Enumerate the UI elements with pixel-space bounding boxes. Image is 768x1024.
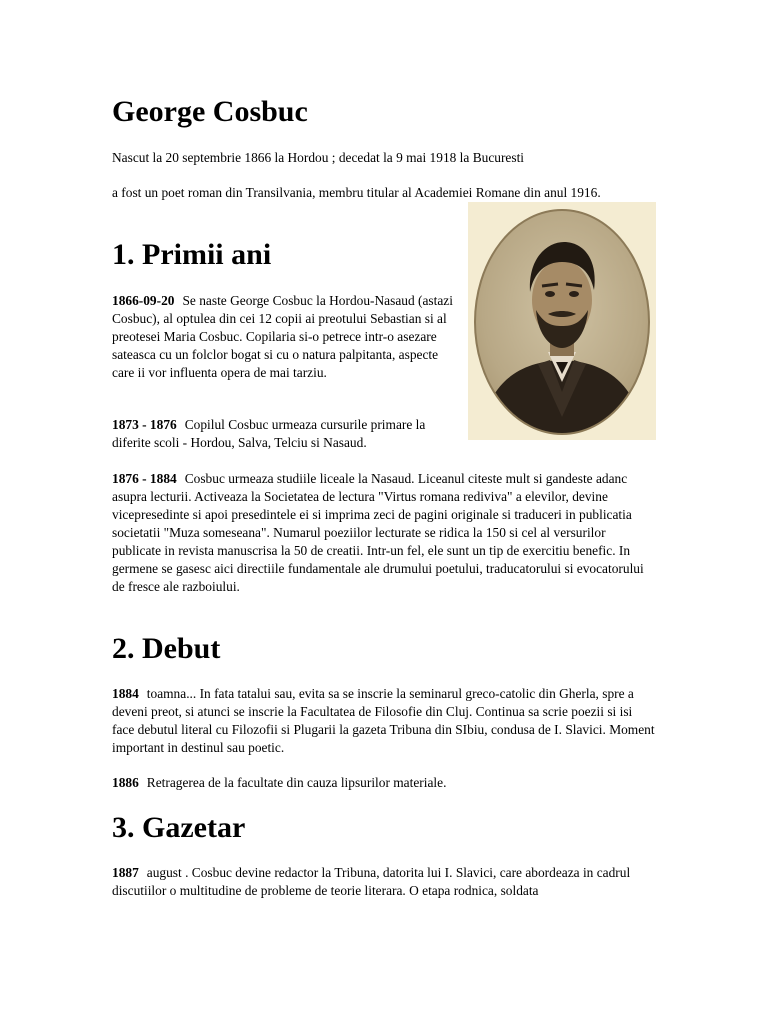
birth-death-line: Nascut la 20 septembrie 1866 la Hordou ; decedat la 9 mai 1918 la Bucuresti <box>112 150 525 165</box>
intro-paragraph: a fost un poet roman din Transilvania, membru titular al Academiei Romane din anul 1916. <box>112 185 601 200</box>
section-heading: 2. Debut <box>112 632 221 665</box>
entry-text: Retragerea de la facultate din cauza lipsurilor materiale. <box>146 775 447 790</box>
entry-text: august . Cosbuc devine redactor la Tribuna, datorita lui I. Slavici, care abordeaza in cadrul discutiilor o multitudine de probleme de teorie literara. O etapa rodnica, soldata <box>112 865 631 898</box>
entry-date: 1884 <box>112 686 139 701</box>
entry-text: Cosbuc urmeaza studiile liceale la Nasaud. Liceanul citeste mult si gandeste adanc asupra lecturii. Activeaza la Societatea de lectura "Virtus romana rediviva" a elevilor, devine vicepresedinte si apoi presedintele ei si imprima zeci de pagini originale si traduceri in publicatia societatii "Muza someseana". Numarul poeziilor lecturate se ridica la 150 si cel al versurilor publicate in revista manuscrisa la 50 de creatii. Intr-un fel, ele sunt un tip de exercitiu benefic. In germene se gasesc aici directiile fundamentale ale drumului poetului, traducatorului si evocatorului de fresce ale razboiului. <box>112 471 644 594</box>
entry-date: 1866-09-20 <box>112 293 175 308</box>
entry-text: toamna... In fata tatalui sau, evita sa se inscrie la seminarul greco-catolic din Gherla, spre a deveni preot, si atunci se inscrie la Facultatea de Filosofie din Cluj. Continua sa scrie poezii si isi face debutul literal cu Filozofii si Plugarii la gazeta Tribuna din SIbiu, condusa de I. Slavici. Moment important in destinul sau poetic. <box>112 686 655 755</box>
section-heading: 1. Primii ani <box>112 238 272 271</box>
entry-text: Copilul Cosbuc urmeaza cursurile primare la diferite scoli - Hordou, Salva, Telciu si Nasaud. <box>112 417 426 450</box>
portrait-illustration <box>468 202 656 440</box>
section-heading: 3. Gazetar <box>112 811 246 844</box>
entry-date: 1886 <box>112 775 139 790</box>
entry-date: 1887 <box>112 865 139 880</box>
timeline-entry <box>112 470 656 596</box>
portrait-photo <box>468 202 656 440</box>
timeline-entry <box>112 685 656 757</box>
timeline-entry <box>112 292 458 382</box>
entry-date: 1876 - 1884 <box>112 471 177 486</box>
entry-date: 1873 - 1876 <box>112 417 177 432</box>
timeline-entry <box>112 864 656 900</box>
timeline-entry <box>112 774 656 792</box>
entry-text: Se naste George Cosbuc la Hordou-Nasaud (astazi Cosbuc), al optulea din cei 12 copii ai preotului Sebastian si al preotesei Maria Cosbuc. Copilaria si-o petrece intr-o asezare sateasca cu un folclor bogat si cu o natura palpitanta, aspecte care ii vor influenta opera de mai tarziu. <box>112 293 453 380</box>
timeline-entry <box>112 416 458 452</box>
page-title: George Cosbuc <box>112 95 308 128</box>
